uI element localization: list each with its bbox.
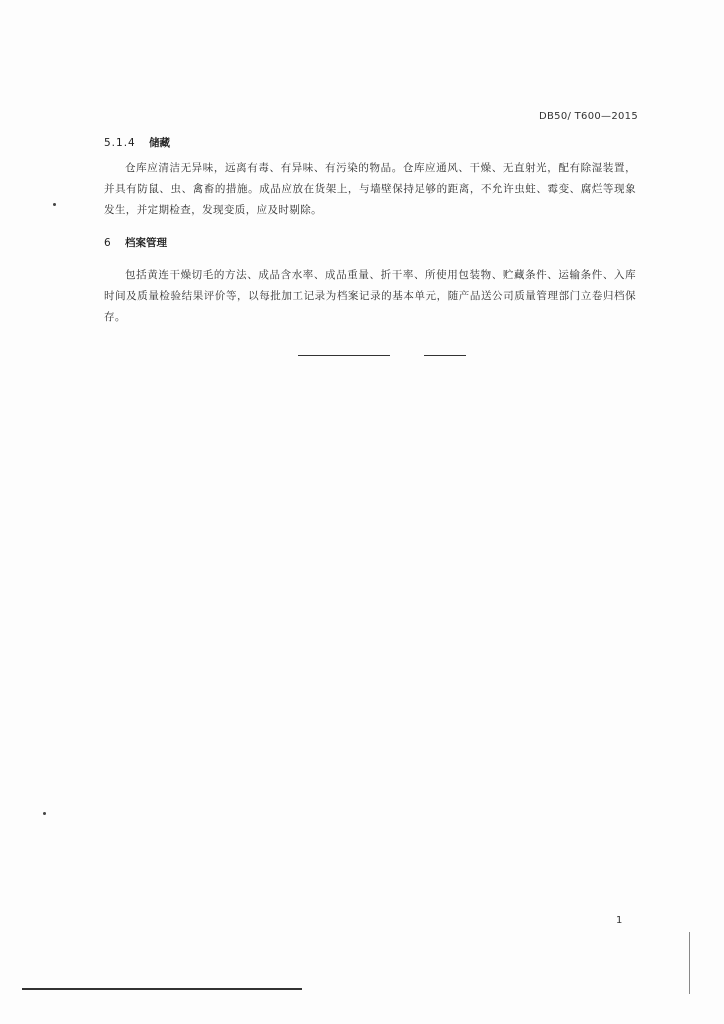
end-of-document-line bbox=[298, 355, 390, 356]
standard-code: DB50/ T600—2015 bbox=[539, 111, 638, 122]
section-heading-storage bbox=[104, 135, 170, 150]
scan-speck bbox=[43, 812, 46, 815]
section-number: 5.1.4 bbox=[104, 137, 136, 149]
section-title: 档案管理 bbox=[125, 237, 168, 249]
section-heading-archive bbox=[104, 235, 167, 250]
page-number: 1 bbox=[616, 915, 623, 926]
scan-edge-line bbox=[689, 932, 690, 994]
scan-speck bbox=[53, 203, 56, 206]
section-title: 储藏 bbox=[149, 137, 171, 149]
storage-paragraph: 仓库应清洁无异味，远离有毒、有异味、有污染的物品。仓库应通风、干燥、无直射光，配有除湿装置，并具有防鼠、虫、禽畜的措施。成品应放在货架上，与墙壁保持足够的距离，不允许虫蛀、霉变、腐烂等现象发生，并定期检查，发现变质，应及时剔除。 bbox=[104, 162, 636, 216]
archive-paragraph: 包括黄连干燥切毛的方法、成品含水率、成品重量、折干率、所使用包装物、贮藏条件、运输条件、入库时间及质量检验结果评价等，以每批加工记录为档案记录的基本单元，随产品送公司质量管理部门立卷归档保存。 bbox=[104, 269, 636, 323]
section-number: 6 bbox=[104, 237, 112, 249]
end-of-document-line bbox=[424, 355, 466, 356]
bottom-rule bbox=[22, 988, 302, 990]
